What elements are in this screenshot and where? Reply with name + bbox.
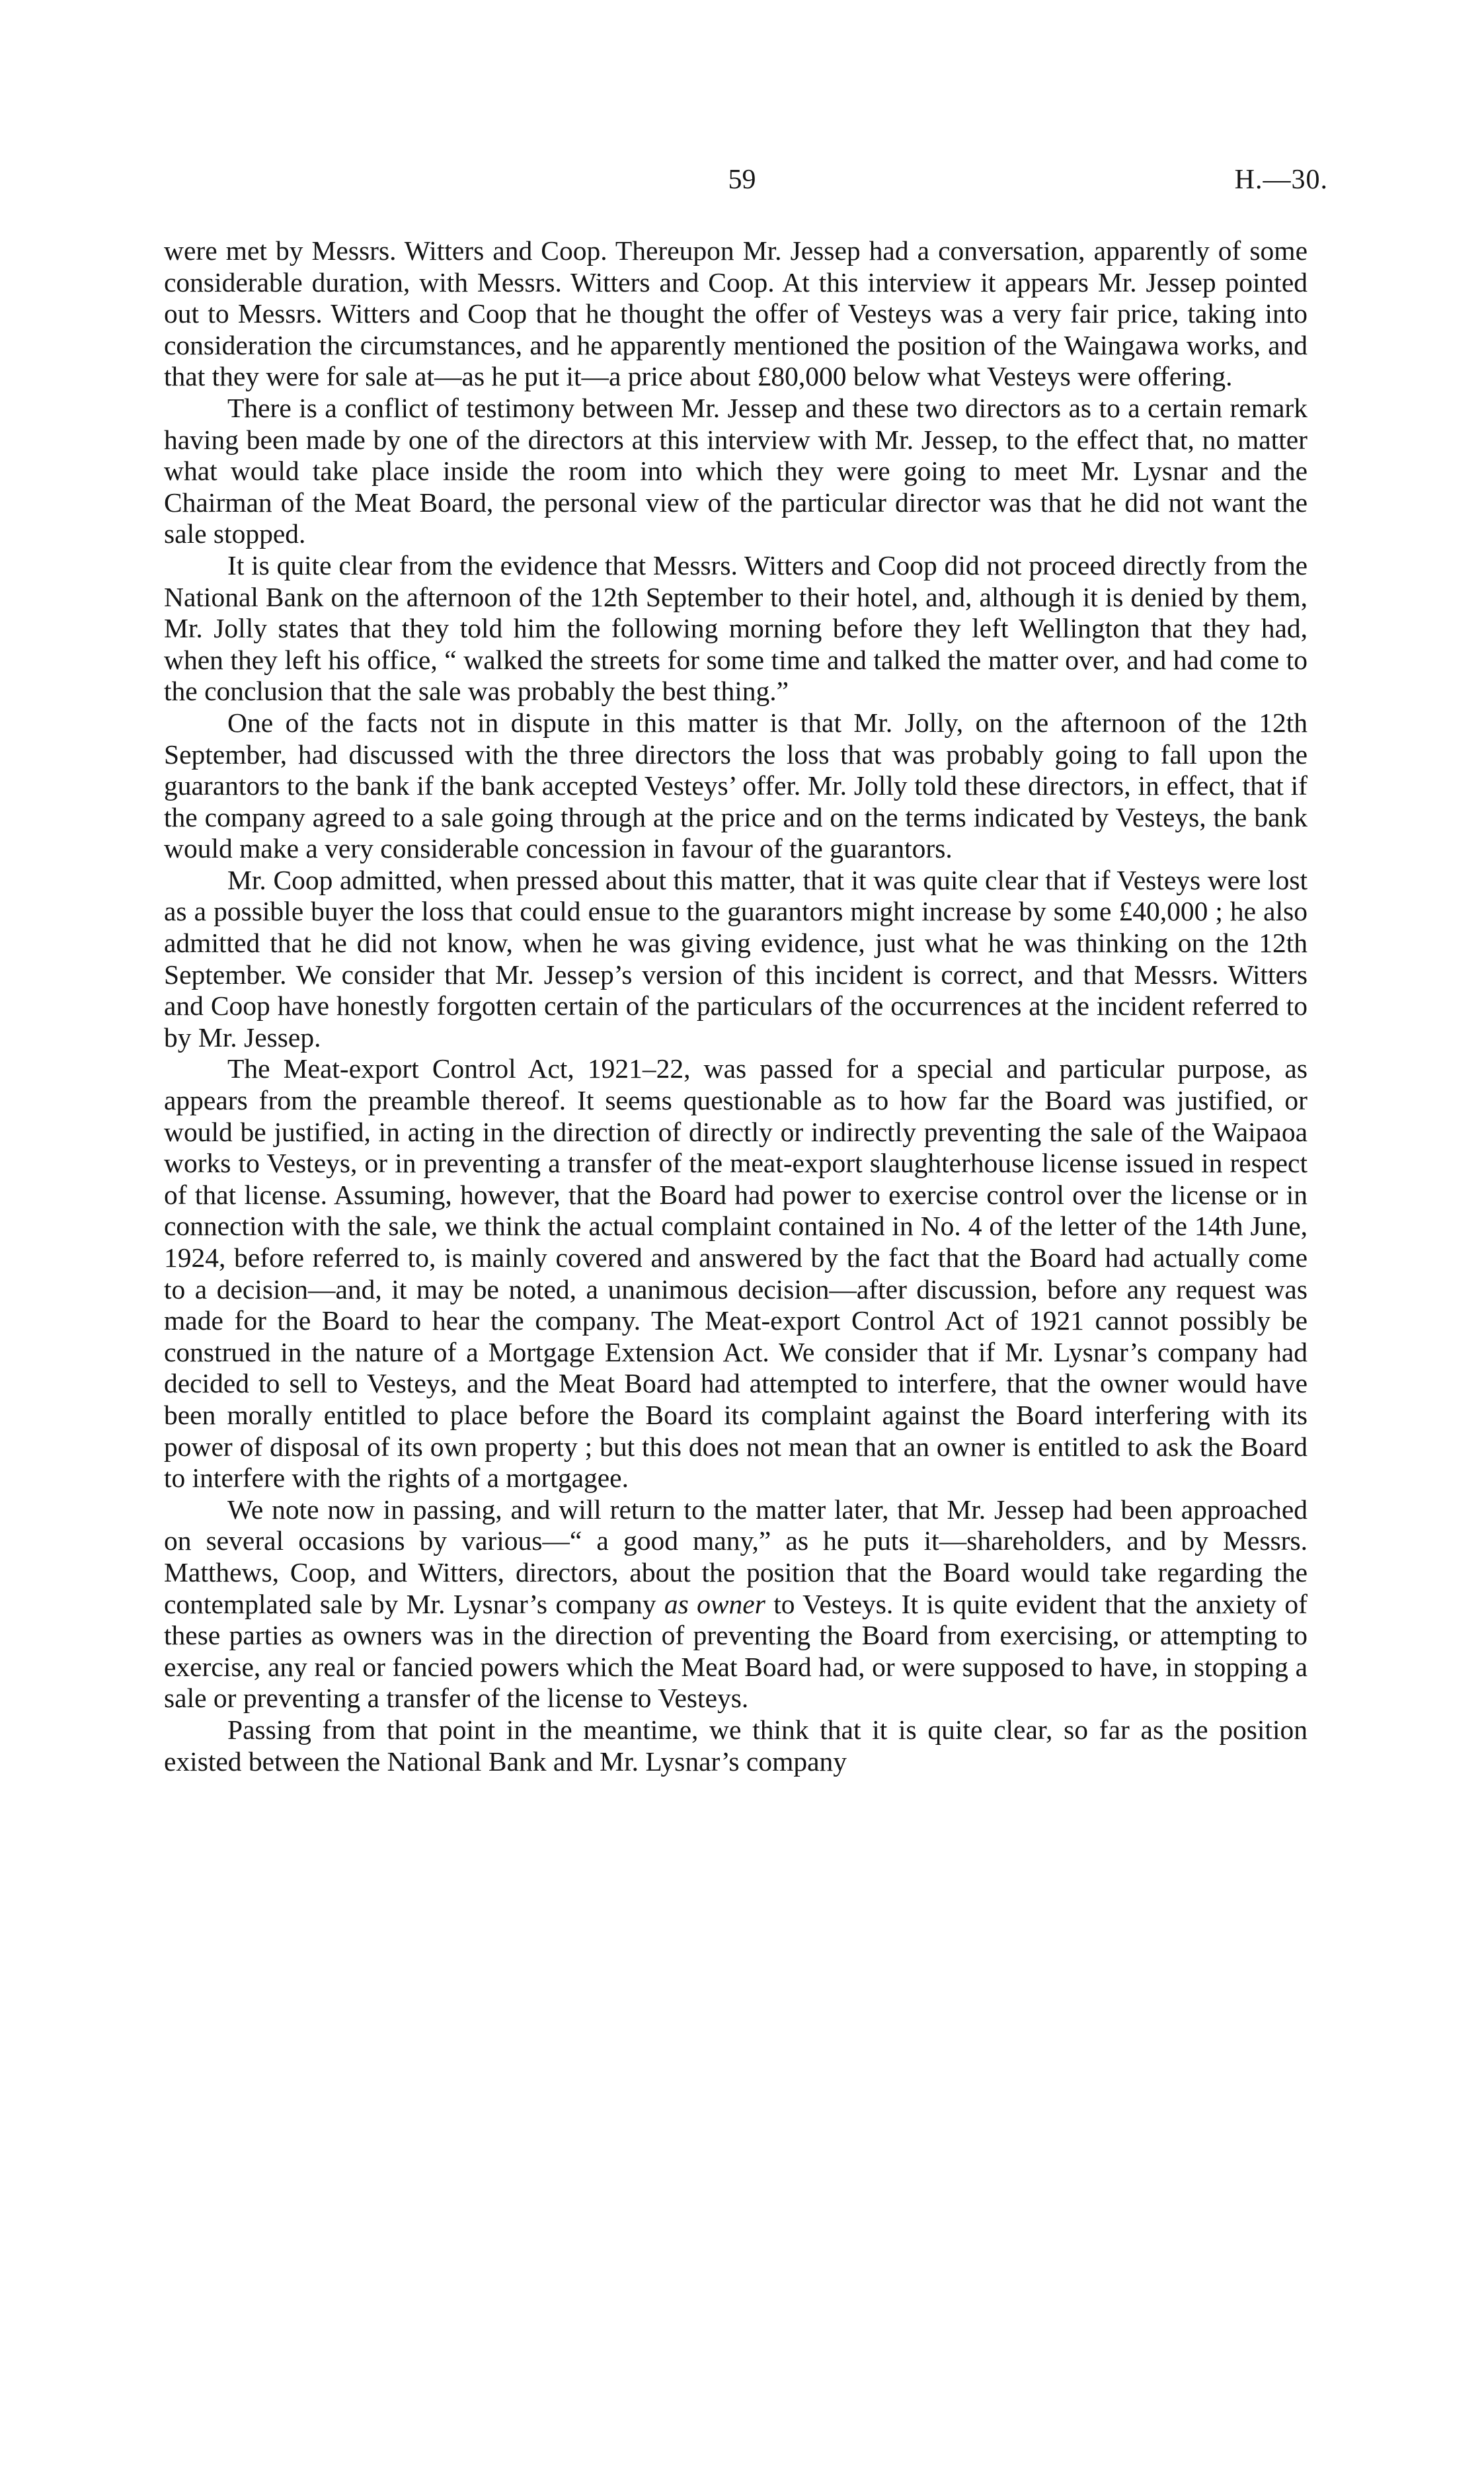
paragraph	[164, 1494, 1308, 1714]
body-text	[164, 235, 1308, 1777]
paragraph: Passing from that point in the meantime, we think that it is quite clear, so far as the position existed between the National Bank and Mr. Lysnar’s company	[164, 1714, 1308, 1777]
paragraph: Mr. Coop admitted, when pressed about this matter, that it was quite clear that if Vesteys were lost as a possible buyer the loss that could ensue to the guarantors might increase by some £40,000 ; he also admitted that he did not know, when he was giving evidence, just what he was thinking on the 12th September. We consider that Mr. Jessep’s version of this incident is correct, and that Messrs. Witters and Coop have honestly forgotten certain of the particulars of the occurrences at the incident referred to by Mr. Jessep.	[164, 864, 1308, 1053]
paragraph: The Meat-export Control Act, 1921–22, was passed for a special and particular purpose, as appears from the preamble thereof. It seems questionable as to how far the Board was justified, or would be justified, in acting in the direction of directly or indirectly preventing the sale of the Waipaoa works to Vesteys, or in preventing a transfer of the meat-export slaughterhouse license issued in respect of that license. Assuming, however, that the Board had power to exercise control over the license or in connection with the sale, we think the actual complaint contained in No. 4 of the letter of the 14th June, 1924, before referred to, is mainly covered and answered by the fact that the Board had actually come to a decision—and, it may be noted, a unanimous decision—after discussion, before any request was made for the Board to hear the company. The Meat-export Control Act of 1921 cannot possibly be construed in the nature of a Mortgage Extension Act. We consider that if Mr. Lysnar’s company had decided to sell to Vesteys, and the Meat Board had attempted to interfere, that the owner would have been morally entitled to place before the Board its complaint against the Board interfering with its power of disposal of its own property ; but this does not mean that an owner is entitled to ask the Board to interfere with the rights of a mortgagee.	[164, 1053, 1308, 1494]
emphasis-text: as owner	[664, 1588, 765, 1619]
paragraph: There is a conflict of testimony between Mr. Jessep and these two directors as to a certain remark having been made by one of the directors at this interview with Mr. Jessep, to the effect that, no matter what would take place inside the room into which they were going to meet Mr. Lysnar and the Chairman of the Meat Board, the personal view of the particular director was that he did not want the sale stopped.	[164, 392, 1308, 549]
paragraph: One of the facts not in dispute in this matter is that Mr. Jolly, on the afternoon of the 12th September, had discussed with the three directors the loss that was probably going to fall upon the guarantors to the bank if the bank accepted Vesteys’ offer. Mr. Jolly told these directors, in effect, that if the company agreed to a sale going through at the price and on the terms indicated by Vesteys, the bank would make a very considerable concession in favour of the guarantors.	[164, 707, 1308, 864]
paragraph-text: We note now in passing, and will return to the matter later, that Mr. Jessep had been approached on several occasions by various—“ a good many,” as he puts it—shareholders, and by Messrs. Matthews, Coop, and Witters, directors, about the position that the Board would take regarding the contemplated sale by Mr. Lysnar’s company	[164, 1494, 1308, 1619]
paragraph: were met by Messrs. Witters and Coop. Thereupon Mr. Jessep had a conversation, apparently of some considerable duration, with Messrs. Witters and Coop. At this interview it appears Mr. Jessep pointed out to Messrs. Witters and Coop that he thought the offer of Vesteys was a very fair price, taking into consideration the circumstances, and he apparently mentioned the position of the Waingawa works, and that they were for sale at—as he put it—a price about £80,000 below what Vesteys were offering.	[164, 235, 1308, 392]
paragraph-text: to Vesteys. It is quite evident that the anxiety of these parties as owners was in the direction of preventing the Board from exercising, or attempting to exercise, any real or fancied powers which the Meat Board had, or were supposed to have, in stopping a sale or preventing a transfer of the license to Vesteys.	[164, 1588, 1308, 1714]
document-reference: H.—30.	[1234, 165, 1328, 195]
page-number: 59	[728, 165, 756, 195]
paragraph: It is quite clear from the evidence that Messrs. Witters and Coop did not proceed directly from the National Bank on the afternoon of the 12th September to their hotel, and, although it is denied by them, Mr. Jolly states that they told him the following morning before they left Wellington that they had, when they left his office, “ walked the streets for some time and talked the matter over, and had come to the conclusion that the sale was probably the best thing.”	[164, 549, 1308, 707]
